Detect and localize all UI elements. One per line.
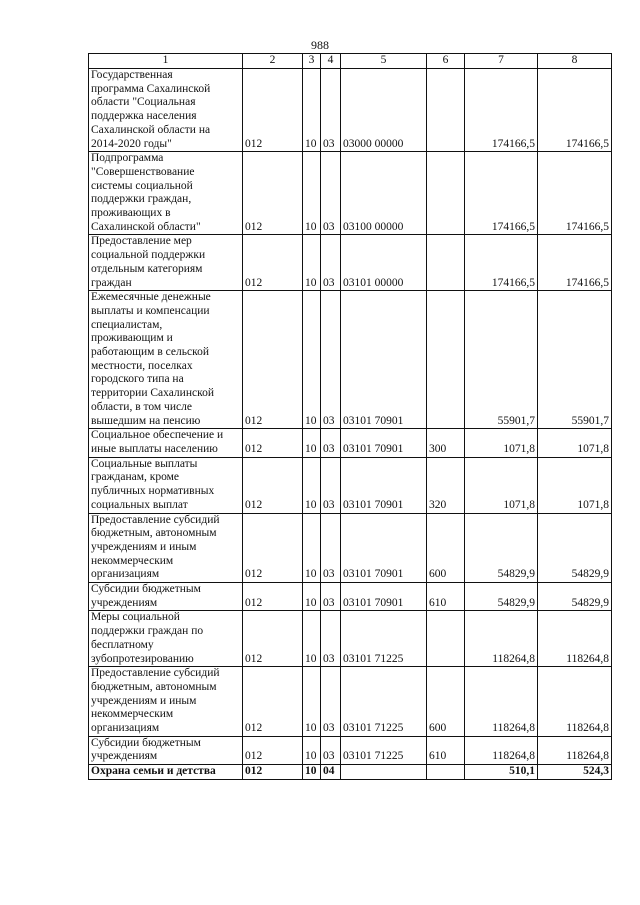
item-name-line: местности, поселках [91,359,193,372]
cell-amount-year-1: 174166,5 [465,235,538,291]
item-name-line: учреждениям [91,750,158,763]
item-name-line: Социальные выплаты [91,457,198,470]
cell-target-article: 03101 71225 [341,667,427,737]
column-header: 3 [303,54,321,69]
cell-amount-year-2: 1071,8 [538,429,612,457]
item-name-line: организациям [91,722,160,735]
cell-subsection-code: 03 [321,611,341,667]
cell-amount-year-2: 174166,5 [538,235,612,291]
item-name-line: Охрана семьи и детства [91,765,216,778]
item-name-line: выплаты и компенсации [91,304,210,317]
cell-ministry-code: 012 [243,513,303,583]
cell-item-name [89,583,243,611]
item-name-line: проживающим и [91,332,173,345]
cell-subsection-code: 03 [321,235,341,291]
cell-section-code: 10 [303,457,321,513]
item-name-line: иные выплаты населению [91,442,218,455]
cell-target-article [341,765,427,780]
table-row [89,69,612,152]
item-name-line: организациям [91,568,160,581]
cell-ministry-code: 012 [243,69,303,152]
cell-section-code: 10 [303,69,321,152]
cell-amount-year-1: 174166,5 [465,69,538,152]
cell-expense-type: 600 [427,667,465,737]
item-name-line: Предоставление субсидий [91,513,220,526]
item-name-line: Социальное обеспечение и [91,429,224,442]
cell-ministry-code: 012 [243,583,303,611]
cell-amount-year-1: 54829,9 [465,513,538,583]
cell-target-article: 03101 70901 [341,583,427,611]
cell-expense-type [427,611,465,667]
item-name-line: гражданам, кроме [91,471,180,484]
item-name-line: некоммерческим [91,708,174,721]
column-header: 4 [321,54,341,69]
cell-ministry-code: 012 [243,736,303,764]
item-name-line: отдельным категориям [91,262,203,275]
cell-amount-year-1: 174166,5 [465,152,538,235]
cell-section-code: 10 [303,291,321,429]
cell-section-code: 10 [303,152,321,235]
cell-ministry-code: 012 [243,152,303,235]
cell-subsection-code: 03 [321,513,341,583]
item-name-line: граждан [91,276,132,289]
cell-item-name [89,611,243,667]
table-row [89,457,612,513]
table-row [89,152,612,235]
item-name-line: социальной поддержки [91,249,206,262]
item-name-line: поддержки граждан по [91,625,204,638]
cell-expense-type [427,765,465,780]
cell-amount-year-1: 1071,8 [465,429,538,457]
table-row [89,667,612,737]
item-name-line: "Совершенствование [91,165,195,178]
cell-amount-year-2: 55901,7 [538,291,612,429]
cell-item-name [89,69,243,152]
item-name-line: системы социальной [91,179,193,192]
column-header: 2 [243,54,303,69]
item-name-line: некоммерческим [91,554,174,567]
item-name-line: учреждениям [91,596,158,609]
cell-amount-year-2: 118264,8 [538,667,612,737]
cell-target-article: 03101 00000 [341,235,427,291]
cell-amount-year-1: 118264,8 [465,667,538,737]
table-row [89,583,612,611]
item-name-line: Предоставление мер [91,235,192,248]
cell-section-code: 10 [303,583,321,611]
item-name-line: публичных нормативных [91,485,215,498]
table-row [89,611,612,667]
cell-section-code: 10 [303,429,321,457]
item-name-line: Подпрограмма [91,152,164,165]
column-header: 8 [538,54,612,69]
cell-ministry-code: 012 [243,667,303,737]
cell-subsection-code: 03 [321,69,341,152]
cell-target-article: 03101 71225 [341,736,427,764]
cell-ministry-code: 012 [243,235,303,291]
item-name-line: Меры социальной [91,611,180,624]
column-header: 7 [465,54,538,69]
cell-section-code: 10 [303,667,321,737]
item-name-line: Государственная [91,69,173,81]
table-row [89,736,612,764]
cell-item-name [89,457,243,513]
item-name-line: 2014-2020 годы" [91,137,172,150]
item-name-line: специалистам, [91,318,163,331]
column-header: 1 [89,54,243,69]
table-row [89,429,612,457]
item-name-line: Сахалинской области на [91,123,211,136]
cell-expense-type: 610 [427,736,465,764]
item-name-line: бюджетным, автономным [91,527,217,540]
cell-item-name [89,235,243,291]
cell-expense-type [427,291,465,429]
item-name-line: Ежемесячные денежные [91,291,211,304]
cell-amount-year-1: 118264,8 [465,611,538,667]
cell-expense-type: 600 [427,513,465,583]
cell-expense-type [427,152,465,235]
item-name-line: Субсидии бюджетным [91,583,201,596]
cell-item-name [89,736,243,764]
cell-amount-year-2: 54829,9 [538,513,612,583]
cell-expense-type: 320 [427,457,465,513]
cell-section-code: 10 [303,235,321,291]
cell-amount-year-1: 55901,7 [465,291,538,429]
cell-target-article: 03101 70901 [341,429,427,457]
cell-expense-type [427,235,465,291]
cell-subsection-code: 03 [321,583,341,611]
item-name-line: вышедшим на пенсию [91,414,201,427]
cell-amount-year-1: 1071,8 [465,457,538,513]
cell-item-name [89,152,243,235]
item-name-line: поддержка населения [91,110,197,123]
cell-subsection-code: 03 [321,291,341,429]
cell-amount-year-2: 174166,5 [538,69,612,152]
cell-expense-type [427,69,465,152]
cell-amount-year-2: 174166,5 [538,152,612,235]
table-row [89,291,612,429]
cell-expense-type: 300 [427,429,465,457]
item-name-line: области "Социальная [91,96,196,109]
item-name-line: работающим в сельской [91,346,209,359]
cell-amount-year-1: 54829,9 [465,583,538,611]
item-name-line: проживающих в [91,207,171,220]
item-name-line: городского типа на [91,373,184,386]
cell-item-name [89,513,243,583]
item-name-line: бесплатному [91,638,154,651]
cell-amount-year-2: 54829,9 [538,583,612,611]
budget-table [88,53,612,780]
cell-subsection-code: 04 [321,765,341,780]
cell-ministry-code: 012 [243,765,303,780]
column-header: 6 [427,54,465,69]
item-name-line: территории Сахалинской [91,387,214,400]
cell-amount-year-2: 1071,8 [538,457,612,513]
cell-section-code: 10 [303,513,321,583]
cell-subsection-code: 03 [321,736,341,764]
cell-item-name [89,291,243,429]
cell-amount-year-1: 510,1 [465,765,538,780]
table-header-row [89,54,612,69]
cell-subsection-code: 03 [321,457,341,513]
cell-section-code: 10 [303,736,321,764]
item-name-line: Субсидии бюджетным [91,736,201,749]
table-row [89,235,612,291]
cell-subsection-code: 03 [321,152,341,235]
table-total-row [89,765,612,780]
cell-ministry-code: 012 [243,429,303,457]
cell-target-article: 03000 00000 [341,69,427,152]
cell-target-article: 03101 70901 [341,291,427,429]
item-name-line: программа Сахалинской [91,82,211,95]
cell-amount-year-2: 118264,8 [538,611,612,667]
item-name-line: учреждениям и иным [91,540,197,553]
cell-amount-year-2: 118264,8 [538,736,612,764]
cell-amount-year-1: 118264,8 [465,736,538,764]
cell-target-article: 03101 70901 [341,457,427,513]
column-header: 5 [341,54,427,69]
cell-target-article: 03100 00000 [341,152,427,235]
table-row [89,513,612,583]
cell-subsection-code: 03 [321,429,341,457]
cell-ministry-code: 012 [243,291,303,429]
item-name-line: Предоставление субсидий [91,667,220,680]
cell-item-name [89,667,243,737]
cell-ministry-code: 012 [243,457,303,513]
item-name-line: области, в том числе [91,400,192,413]
item-name-line: социальных выплат [91,498,188,511]
cell-ministry-code: 012 [243,611,303,667]
cell-section-code: 10 [303,765,321,780]
cell-item-name [89,429,243,457]
item-name-line: бюджетным, автономным [91,680,217,693]
item-name-line: Сахалинской области" [91,220,201,233]
item-name-line: зубопротезированию [91,652,194,665]
item-name-line: учреждениям и иным [91,694,197,707]
cell-target-article: 03101 71225 [341,611,427,667]
cell-expense-type: 610 [427,583,465,611]
cell-target-article: 03101 70901 [341,513,427,583]
page-number: 988 [311,38,329,52]
cell-subsection-code: 03 [321,667,341,737]
cell-item-name [89,765,243,780]
cell-amount-year-2: 524,3 [538,765,612,780]
item-name-line: поддержки граждан, [91,193,192,206]
cell-section-code: 10 [303,611,321,667]
